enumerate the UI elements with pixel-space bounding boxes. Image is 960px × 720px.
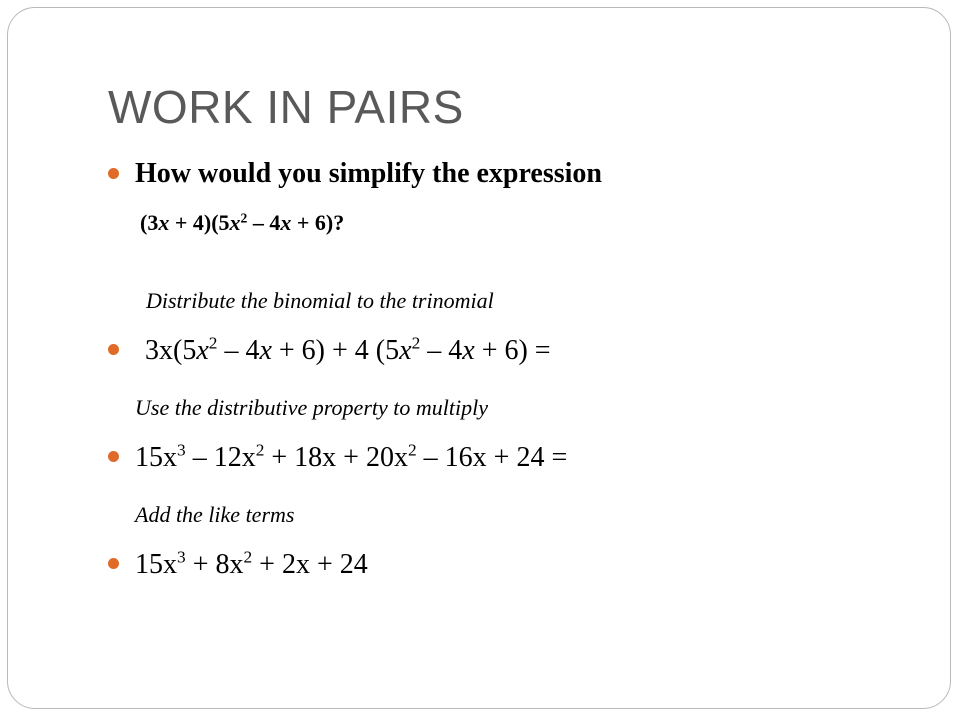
step-part: 15x (135, 442, 177, 473)
expression-part: – 4 (247, 210, 281, 235)
step-part: + 6) = (474, 335, 551, 366)
expression (140, 210, 344, 236)
bullet-dot (108, 168, 119, 179)
exponent: 2 (240, 210, 248, 226)
step-part: – 4 (420, 335, 463, 366)
final-answer (135, 549, 368, 581)
exponent: 3 (177, 547, 186, 567)
bullet-dot (108, 344, 119, 355)
bullet-dot (108, 558, 119, 569)
expression-part: + 4)(5 (169, 210, 230, 235)
note-like-terms: Add the like terms (135, 502, 295, 527)
step-part: + 2x + 24 (252, 549, 368, 580)
bullet-dot (108, 451, 119, 462)
step-part: + 8x (185, 549, 244, 580)
exponent: 2 (243, 547, 253, 567)
variable-x: x (259, 335, 272, 366)
variable-x: x (229, 210, 241, 235)
exponent: 2 (411, 333, 421, 353)
step-part: – 4 (217, 335, 260, 366)
question-text: How would you simplify the expression (135, 158, 602, 189)
step-part: 3x(5 (145, 335, 197, 366)
note-multiply: Use the distributive property to multiply (135, 395, 488, 420)
slide-title: WORK IN PAIRS (108, 81, 464, 133)
variable-x: x (196, 335, 209, 366)
exponent: 2 (208, 333, 218, 353)
expression-part: (3 (140, 210, 159, 235)
note-distribute: Distribute the binomial to the trinomial (146, 288, 494, 313)
variable-x: x (280, 210, 292, 235)
variable-x: x (399, 335, 412, 366)
expression-part: + 6)? (291, 210, 345, 235)
step-part: + 6) + 4 (5 (271, 335, 400, 366)
step-part: – 12x (185, 442, 256, 473)
exponent: 2 (255, 440, 265, 460)
step-distribute (145, 335, 551, 367)
step-part: – 16x + 24 = (416, 442, 568, 473)
variable-x: x (158, 210, 170, 235)
variable-x: x (462, 335, 475, 366)
step-part: + 18x + 20x (264, 442, 408, 473)
step-part: 15x (135, 549, 177, 580)
exponent: 2 (407, 440, 417, 460)
step-multiply (135, 442, 567, 474)
exponent: 3 (177, 440, 186, 460)
